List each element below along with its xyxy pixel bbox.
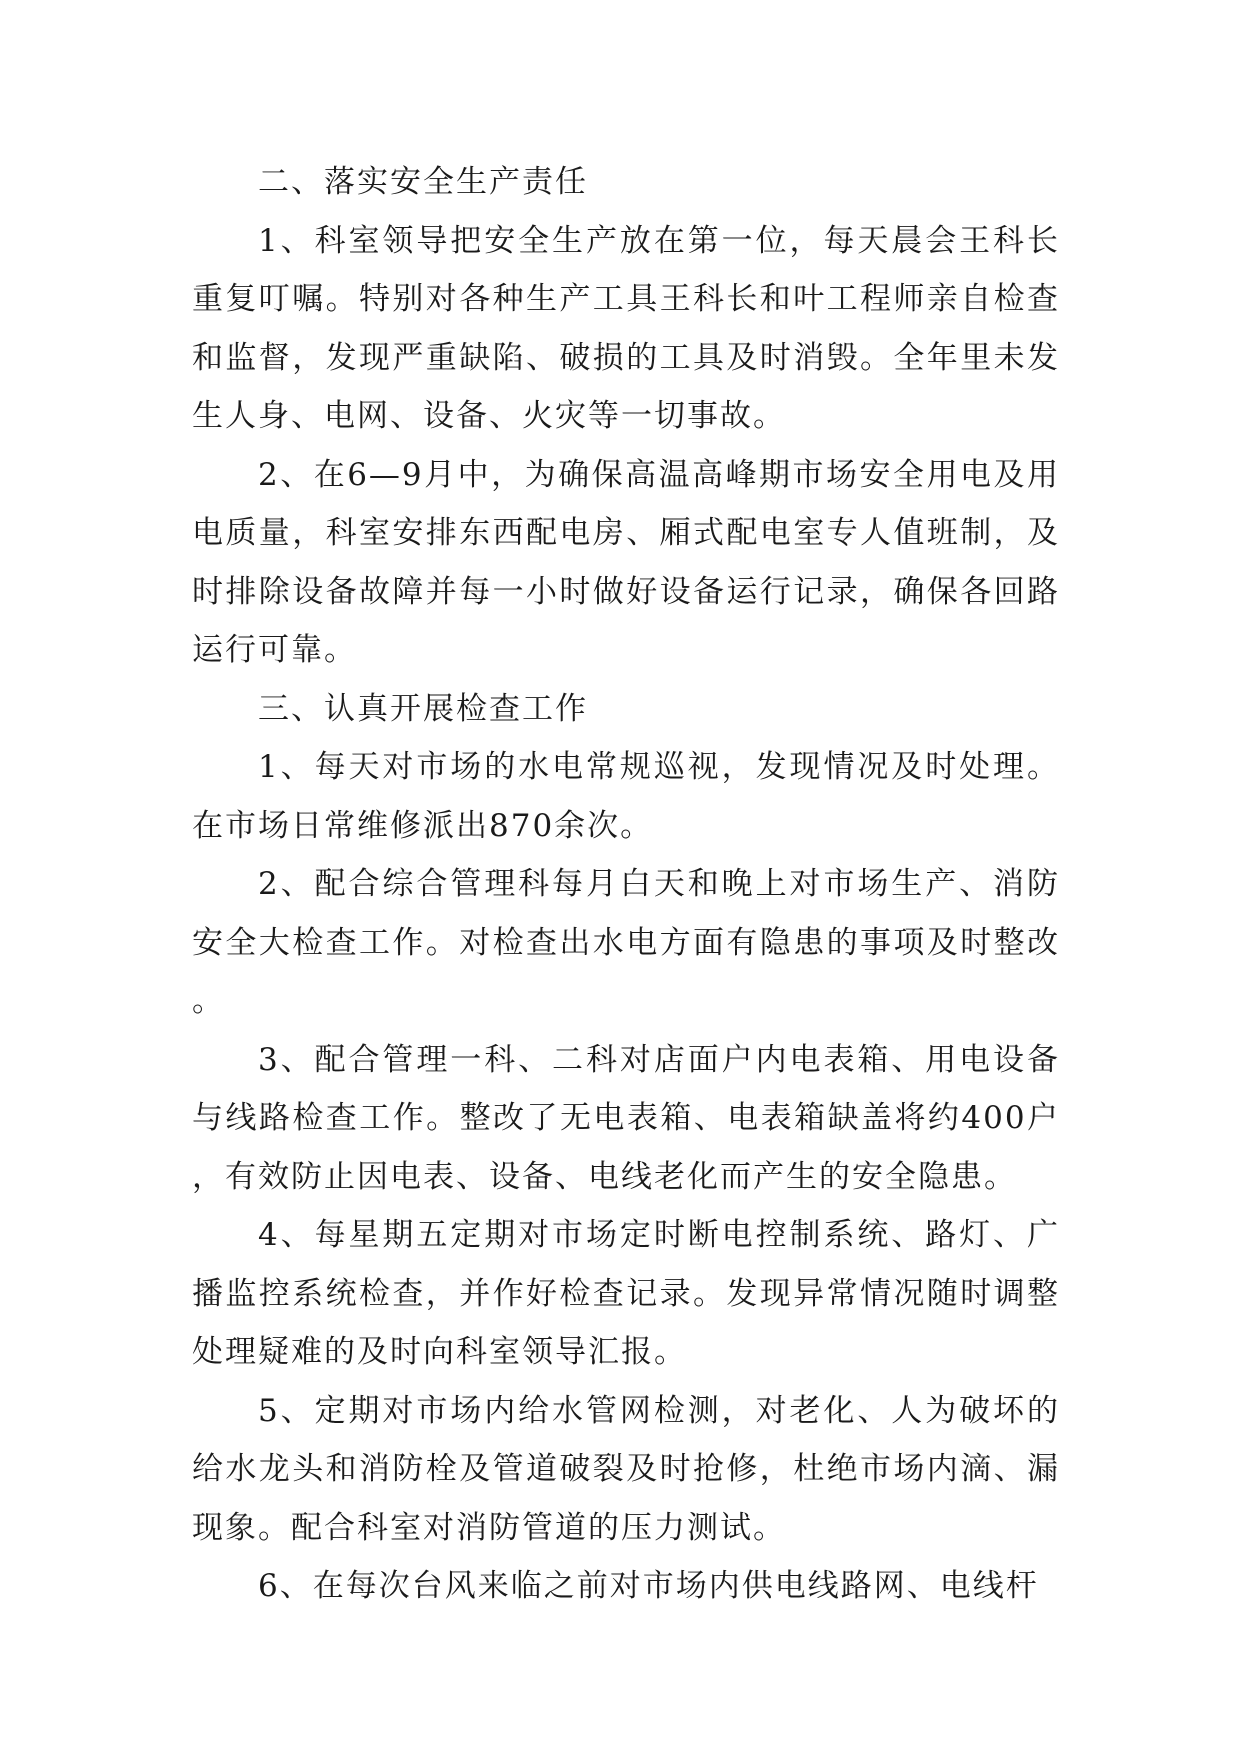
paragraph-item: 2、配合综合管理科每月白天和晚上对市场生产、消防安全大检查工作。对检查出水电方面有隐患的事项及时整改。 <box>192 866 1060 1019</box>
document-body <box>192 153 1060 1616</box>
paragraph-item: 3、配合管理一科、二科对店面户内电表箱、用电设备与线路检查工作。整改了无电表箱、电表箱缺盖将约400户，有效防止因电表、设备、电线老化而产生的安全隐患。 <box>192 1041 1060 1195</box>
paragraph-item: 1、每天对市场的水电常规巡视，发现情况及时处理。在市场日常维修派出870余次。 <box>192 749 1060 844</box>
paragraph-item: 2、在6—9月中，为确保高温高峰期市场安全用电及用电质量，科室安排东西配电房、厢式配电室专人值班制，及时排除设备故障并每一小时做好设备运行记录，确保各回路运行可靠。 <box>192 456 1060 668</box>
paragraph-item: 6、在每次台风来临之前对市场内供电线路网、电线杆 <box>258 1568 1039 1604</box>
paragraph-item: 5、定期对市场内给水管网检测，对老化、人为破坏的给水龙头和消防栓及管道破裂及时抢修，杜绝市场内滴、漏现象。配合科室对消防管道的压力测试。 <box>192 1392 1060 1546</box>
paragraph-item: 4、每星期五定期对市场定时断电控制系统、路灯、广播监控系统检查，并作好检查记录。发现异常情况随时调整处理疑难的及时向科室领导汇报。 <box>192 1217 1060 1370</box>
section-heading-responsibility: 二、落实安全生产责任 <box>258 164 588 200</box>
section-heading-inspection: 三、认真开展检查工作 <box>258 690 588 727</box>
paragraph-item: 1、科室领导把安全生产放在第一位，每天晨会王科长重复叮嘱。特别对各种生产工具王科长和叶工程师亲自检查和监督，发现严重缺陷、破损的工具及时消毁。全年里未发生人身、电网、设备、火灾等一切事故。 <box>192 222 1060 434</box>
